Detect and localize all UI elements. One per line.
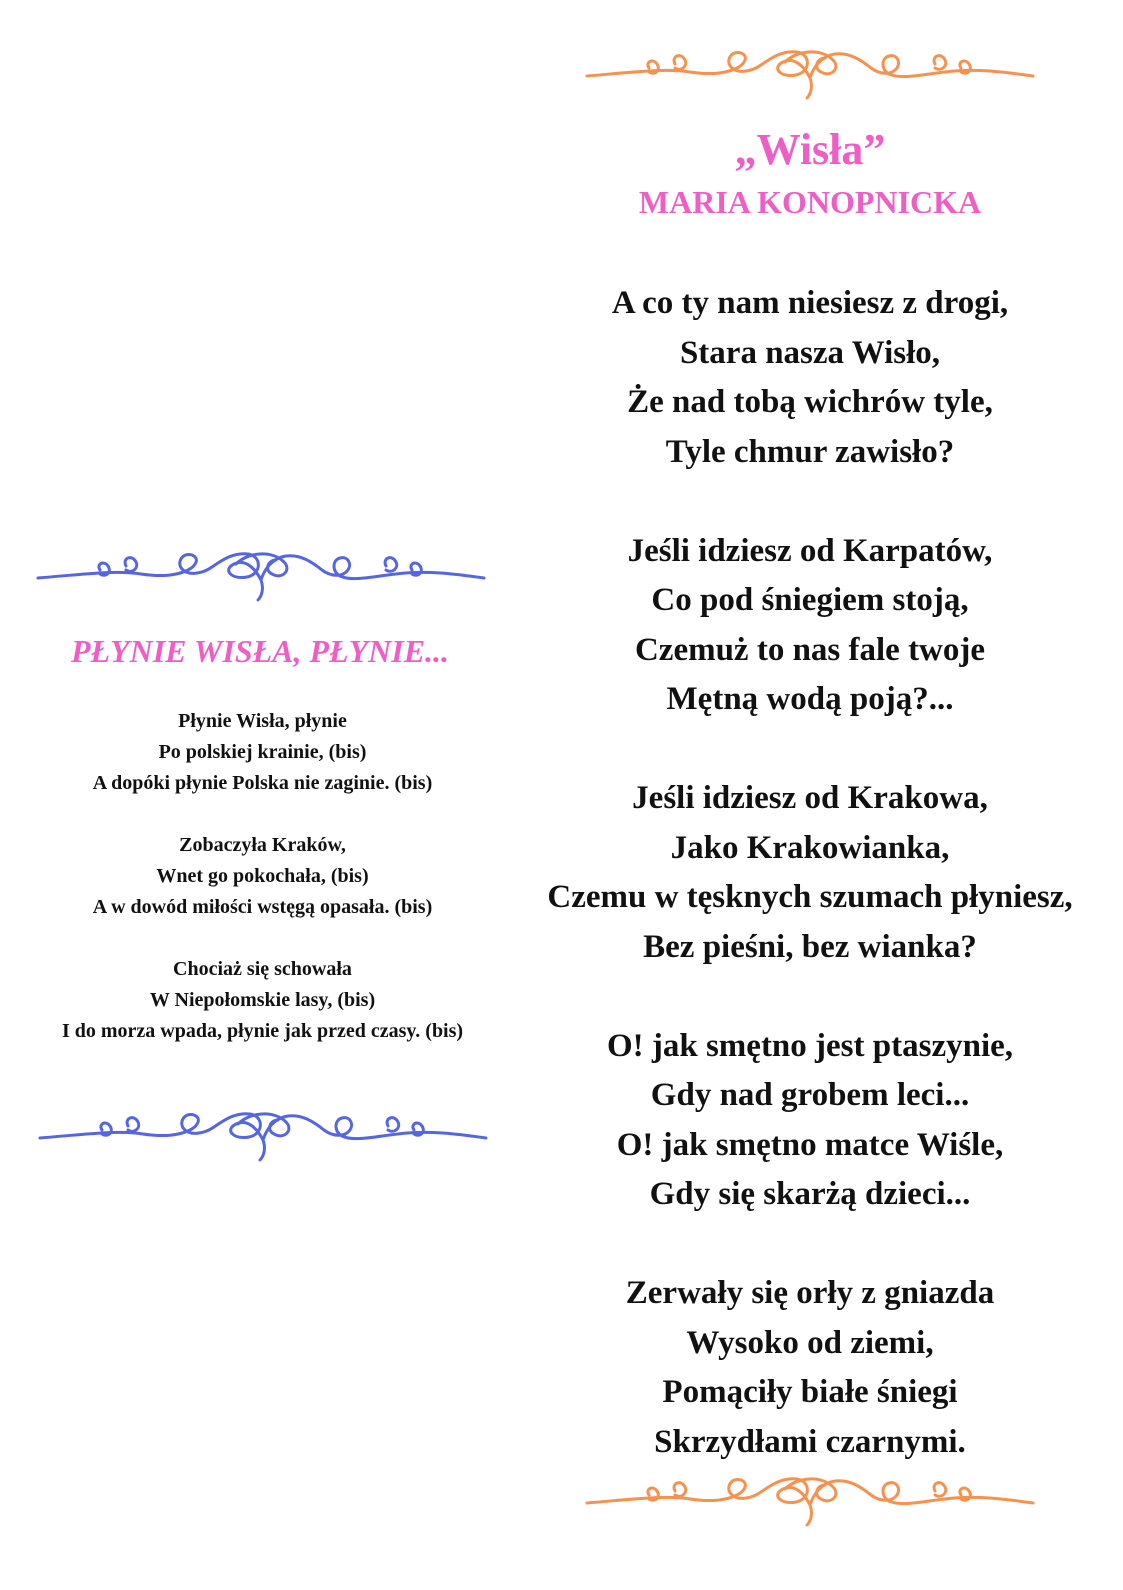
song-line: Zobaczyła Kraków,	[179, 834, 346, 856]
poem-line: Co pod śniegiem stoją,	[651, 582, 969, 618]
poem-line: Wysoko od ziemi,	[686, 1324, 934, 1361]
song-stanza	[20, 830, 505, 923]
poem-line: Gdy się skarżą dzieci...	[649, 1176, 971, 1212]
poem-body	[520, 279, 1100, 1467]
poem-stanza	[520, 527, 1100, 725]
song-line: W Niepołomskie lasy, (bis)	[149, 989, 376, 1011]
poem-line: Jeśli idziesz od Krakowa,	[632, 780, 988, 816]
poem-title: „Wisła”	[734, 125, 886, 174]
ornament-left-bottom-swirl-icon	[38, 1100, 488, 1166]
poem-line: O! jak smętno jest ptaszynie,	[606, 1027, 1014, 1064]
poem-line: Jako Krakowianka,	[670, 829, 950, 866]
song-line: Płynie Wisła, płynie	[178, 710, 347, 732]
poem-line: Gdy nad grobem leci...	[650, 1077, 970, 1113]
song-stanza	[20, 954, 505, 1047]
poem-line: Tyle chmur zawisło?	[665, 433, 955, 470]
poem-line: Czemuż to nas fale twoje	[634, 631, 986, 668]
song-line: Chociaż się schowała	[173, 958, 352, 980]
song-body	[20, 706, 505, 1047]
poem-line: Że nad tobą wichrów tyle,	[627, 384, 993, 420]
song-line: A w dowód miłości wstęgą opasała. (bis)	[92, 896, 433, 918]
poem-stanza	[520, 279, 1100, 477]
song-line: Po polskiej krainie, (bis)	[158, 741, 367, 763]
song-line: A dopóki płynie Polska nie zaginie. (bis)	[92, 772, 433, 794]
poem-line: Stara nasza Wisło,	[679, 334, 941, 371]
poem-line: Bez pieśni, bez wianka?	[643, 928, 977, 965]
poem-line: Jeśli idziesz od Karpatów,	[627, 532, 993, 569]
song-line: I do morza wpada, płynie jak przed czasy. (bis)	[61, 1020, 464, 1042]
ornament-left-top-swirl-icon	[36, 540, 486, 606]
poem-stanza	[520, 1269, 1100, 1467]
poem-line: A co ty nam niesiesz z drogi,	[611, 285, 1009, 321]
song-stanza	[20, 706, 505, 799]
song-line: Wnet go pokochała, (bis)	[156, 865, 369, 887]
poem-stanza	[520, 1022, 1100, 1220]
poem-line: Pomąciły białe śniegi	[662, 1374, 958, 1410]
poem-line: O! jak smętno matce Wiśle,	[616, 1126, 1004, 1163]
poem-line: Skrzydłami czarnymi.	[654, 1423, 966, 1460]
ornament-bottom-right-swirl-icon	[585, 1465, 1035, 1531]
poem-line: Zerwały się orły z gniazda	[625, 1275, 995, 1311]
poem-line: Czemu w tęsknych szumach płyniesz,	[547, 879, 1073, 915]
song-title: PŁYNIE WISŁA, PŁYNIE...	[70, 633, 450, 669]
poem-line: Mętną wodą poją?...	[666, 681, 954, 717]
poem-stanza	[520, 774, 1100, 972]
poem-author: MARIA KONOPNICKA	[638, 184, 982, 220]
ornament-top-right-swirl-icon	[585, 38, 1035, 104]
